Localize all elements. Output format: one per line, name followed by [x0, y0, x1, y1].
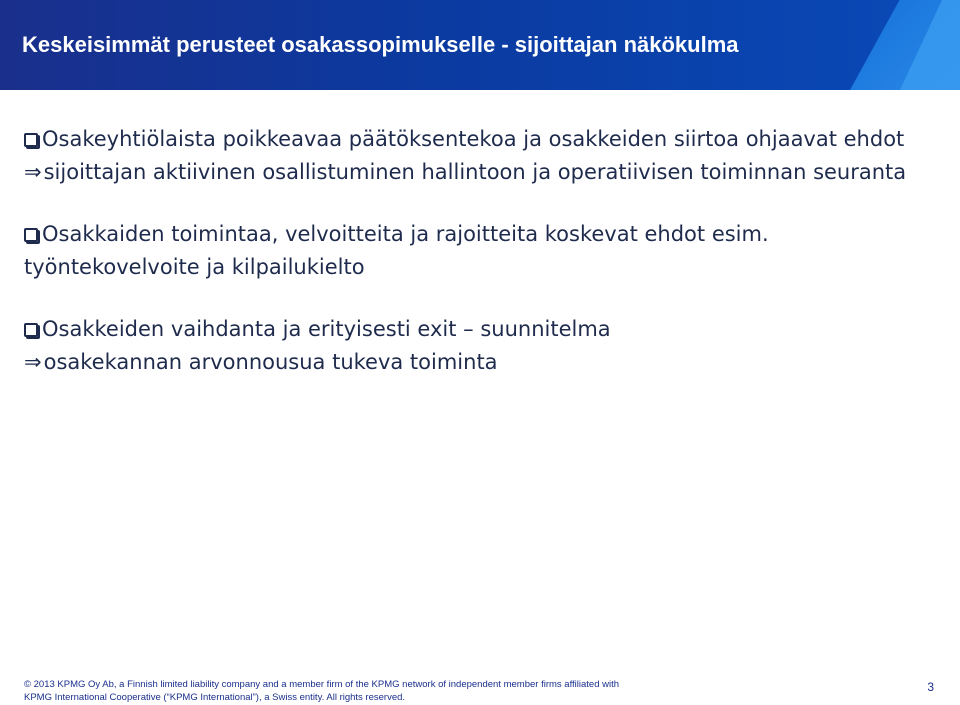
sub-bullet-line	[24, 156, 934, 189]
sub-bullet-text: sijoittajan aktiivinen osallistuminen hallintoon ja operatiivisen toiminnan seuranta	[43, 160, 907, 184]
slide-header	[0, 0, 960, 90]
bullet-line	[24, 123, 934, 156]
implies-arrow-icon: ⇒	[24, 350, 42, 374]
implies-arrow-icon: ⇒	[24, 160, 42, 184]
checkbox-icon	[24, 133, 38, 147]
bullet-text: Osakeyhtiölaista poikkeavaa päätöksentekoa ja osakkeiden siirtoa ohjaavat ehdot	[42, 127, 905, 151]
checkbox-icon	[24, 228, 38, 242]
bullet-line	[24, 313, 934, 346]
bullet-item	[24, 313, 934, 379]
copyright-footer	[24, 678, 724, 704]
checkbox-icon	[24, 323, 38, 337]
slide-title: Keskeisimmät perusteet osakassopimukselle - sijoittajan näkökulma	[22, 32, 739, 57]
page-number: 3	[927, 680, 934, 694]
bullet-text: Osakkaiden toimintaa, velvoitteita ja rajoitteita koskevat ehdot esim. työntekovelvoite ja kilpailukielto	[24, 222, 769, 279]
bullet-line	[24, 218, 934, 284]
sub-bullet-text: osakekannan arvonnousua tukeva toiminta	[43, 350, 498, 374]
footer-line: © 2013 KPMG Oy Ab, a Finnish limited liability company and a member firm of the KPMG network of independent member firms affiliated with	[24, 679, 620, 690]
footer-line: KPMG International Cooperative (“KPMG International”), a Swiss entity. All rights reserved.	[24, 692, 406, 703]
sub-bullet-line	[24, 346, 934, 379]
slide-content	[24, 123, 934, 408]
bullet-item	[24, 123, 934, 189]
bullet-text: Osakkeiden vaihdanta ja erityisesti exit – suunnitelma	[42, 317, 611, 341]
bullet-item	[24, 218, 934, 284]
